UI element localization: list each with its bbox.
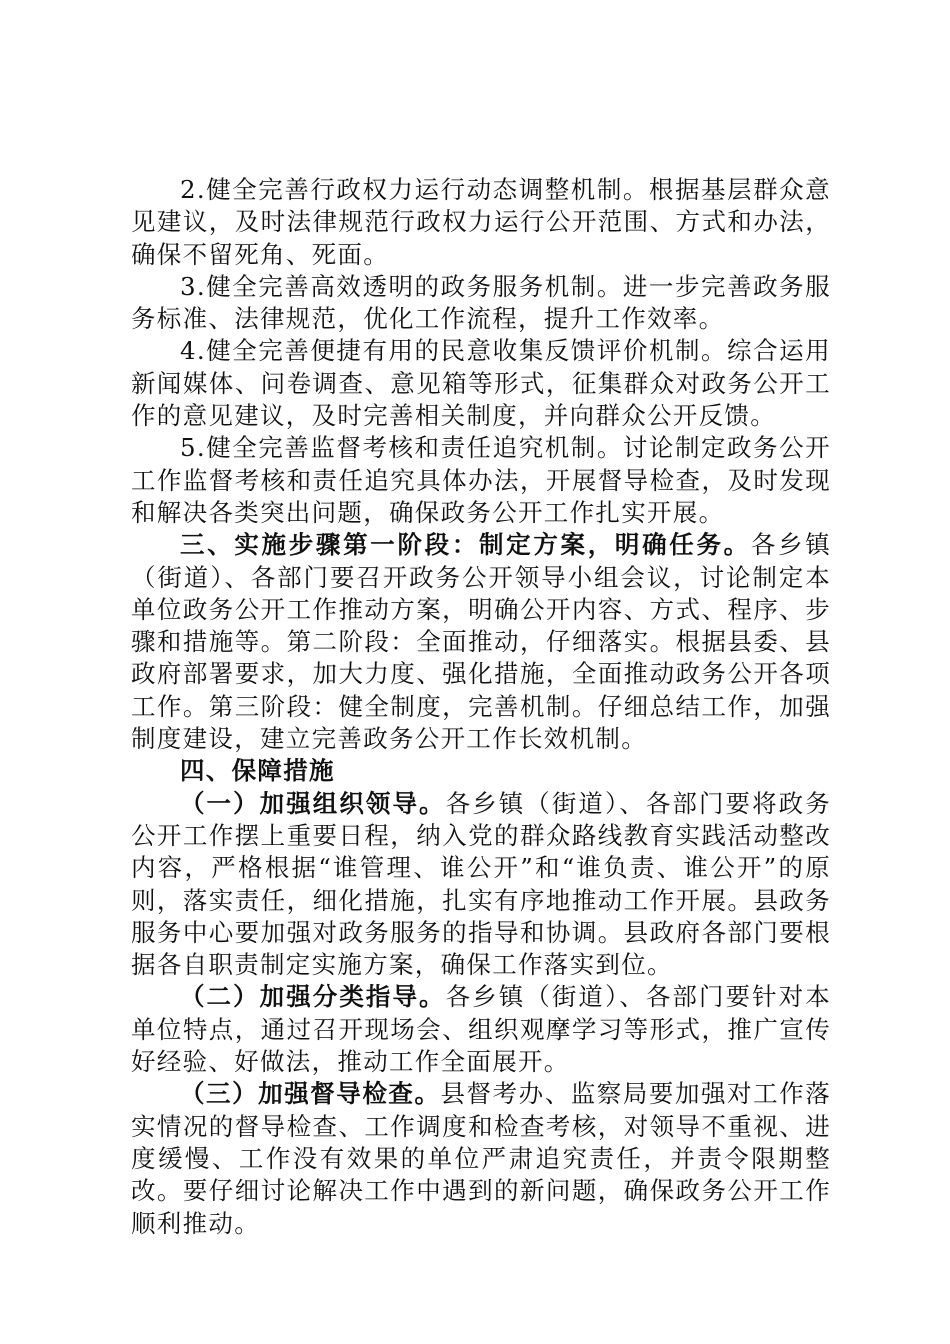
subsection-heading: （一）加强组织领导。: [180, 788, 446, 818]
subsection-supervision-inspection: [131, 1078, 831, 1239]
section-safeguards: [131, 755, 831, 787]
paragraph-text: 各乡镇（街道）、各部门要召开政务公开领导小组会议，讨论制定本单位政务公开工作推动方案，明确公开内容、方式、程序、步骤和措施等。第二阶段：全面推动，仔细落实。根据县委、县政府部署要求，加大力度、强化措施，全面推动政务公开各项工作。第三阶段：健全制度，完善机制。仔细总结工作，加强制度建设，建立完善政务公开工作长效机制。: [131, 530, 831, 754]
paragraph-text: 县督考办、监察局要加强对工作落实情况的督导检查、工作调度和检查考核，对领导不重视、进度缓慢、工作没有效果的单位严肃追究责任，并责令限期整改。要仔细讨论解决工作中遇到的新问题，确保政务公开工作顺利推动。: [131, 1079, 831, 1238]
paragraph-text: 5.健全完善监督考核和责任追究机制。讨论制定政务公开工作监督考核和责任追究具体办法，开展督导检查，及时发现和解决各类突出问题，确保政务公开工作扎实开展。: [131, 433, 831, 527]
subsection-classified-guidance: [131, 981, 831, 1078]
paragraph-text: 各乡镇（街道）、各部门要将政务公开工作摆上重要日程，纳入党的群众路线教育实践活动整改内容，严格根据“谁管理、谁公开”和“谁负责、谁公开”的原则，落实责任，细化措施，扎实有序地推动工作开展。县政务服务中心要加强对政务服务的指导和协调。县政府各部门要根据各自职责制定实施方案，确保工作落实到位。: [131, 788, 832, 980]
subsection-heading: （三）加强督导检查。: [180, 1079, 441, 1109]
paragraph-text: 2.健全完善行政权力运行动态调整机制。根据基层群众意见建议，及时法律规范行政权力运行公开范围、方式和办法，确保不留死角、死面。: [131, 175, 831, 269]
subsection-heading: （二）加强分类指导。: [180, 982, 446, 1012]
paragraph-item-2: [131, 174, 831, 271]
section-heading: 四、保障措施: [180, 756, 335, 786]
paragraph-item-4: [131, 335, 831, 432]
document-body: [131, 174, 831, 1240]
section-heading: 三、实施步骤第一阶段：制定方案，明确任务。: [180, 530, 751, 560]
paragraph-text: 各乡镇（街道）、各部门要针对本单位特点，通过召开现场会、组织观摩学习等形式，推广宣传好经验、好做法，推动工作全面展开。: [131, 982, 832, 1077]
section-implementation-steps: [131, 529, 831, 755]
paragraph-text: 3.健全完善高效透明的政务服务机制。进一步完善政务服务标准、法律规范，优化工作流程，提升工作效率。: [131, 271, 831, 334]
paragraph-text: 4.健全完善便捷有用的民意收集反馈评价机制。综合运用新闻媒体、问卷调查、意见箱等形式，征集群众对政务公开工作的意见建议，及时完善相关制度，并向群众公开反馈。: [131, 336, 831, 431]
paragraph-item-5: [131, 432, 831, 529]
subsection-organization-leadership: [131, 788, 831, 982]
paragraph-item-3: [131, 271, 831, 336]
